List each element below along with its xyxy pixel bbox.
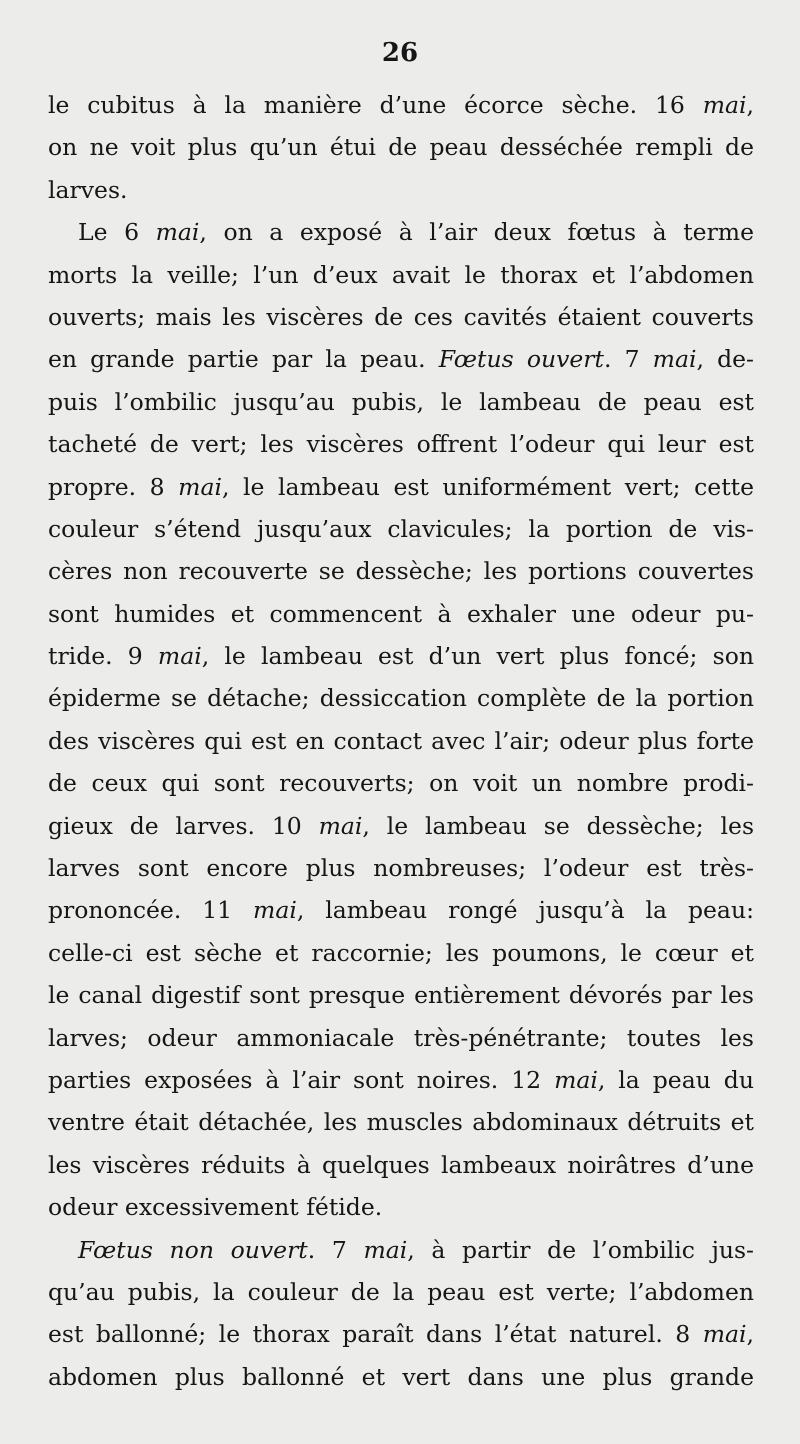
text-line: parties exposées à l’air sont noires. 12 mai, la peau du [48, 1065, 754, 1094]
text-line: gieux de larves. 10 mai, le lambeau se dessèche; les [48, 811, 755, 840]
text-line: Fœtus non ouvert. 7 mai, à partir de l’ombilic jus- [78, 1235, 754, 1264]
text-line: des viscères qui est en contact avec l’air; odeur plus forte [48, 726, 754, 755]
text-line: est ballonné; le thorax paraît dans l’état naturel. 8 mai, [48, 1320, 754, 1349]
text-line: les viscères réduits à quelques lambeaux noirâtres d’une [48, 1150, 754, 1179]
text-line: en grande partie par la peau. Fœtus ouvert. 7 mai, de- [48, 345, 754, 374]
text-line: larves. [48, 175, 128, 204]
text-line: sont humides et commencent à exhaler une odeur pu- [48, 599, 754, 628]
text-line: épiderme se détache; dessiccation complète de la portion [48, 684, 754, 713]
body-text [48, 84, 754, 1398]
text-line: ventre était détachée, les muscles abdominaux détruits et [48, 1108, 754, 1137]
text-line: tride. 9 mai, le lambeau est d’un vert plus foncé; son [48, 642, 754, 671]
text-line: on ne voit plus qu’un étui de peau desséchée rempli de [48, 133, 754, 162]
text-line: couleur s’étend jusqu’aux clavicules; la portion de vis- [48, 514, 754, 543]
text-line: prononcée. 11 mai, lambeau rongé jusqu’à la peau: [48, 896, 754, 925]
text-line: le cubitus à la manière d’une écorce sèche. 16 mai, [48, 91, 754, 119]
text-line: celle-ci est sèche et raccornie; les poumons, le cœur et [48, 938, 754, 967]
text-line: puis l’ombilic jusqu’au pubis, le lambeau de peau est [48, 387, 754, 416]
text-line: Le 6 mai, on a exposé à l’air deux fœtus à terme [78, 218, 755, 247]
text-line: qu’au pubis, la couleur de la peau est verte; l’abdomen [48, 1277, 754, 1306]
text-line: ouverts; mais les viscères de ces cavités étaient couverts [48, 302, 754, 331]
text-line: propre. 8 mai, le lambeau est uniformément vert; cette [48, 472, 754, 501]
page-number: 26 [381, 38, 419, 68]
text-line: larves sont encore plus nombreuses; l’odeur est très- [48, 854, 754, 883]
text-line: larves; odeur ammoniacale très-pénétrante; toutes les [48, 1023, 754, 1052]
text-line: de ceux qui sont recouverts; on voit un nombre prodi- [48, 769, 754, 798]
text-line: tacheté de vert; les viscères offrent l’odeur qui leur est [48, 430, 754, 459]
text-line: cères non recouverte se dessèche; les portions couvertes [48, 557, 754, 586]
text-line: abdomen plus ballonné et vert dans une plus grande [48, 1362, 754, 1391]
text-line: odeur excessivement fétide. [48, 1193, 383, 1222]
text-line: morts la veille; l’un d’eux avait le thorax et l’abdomen [48, 260, 754, 289]
text-line: le canal digestif sont presque entièrement dévorés par les [48, 981, 754, 1010]
